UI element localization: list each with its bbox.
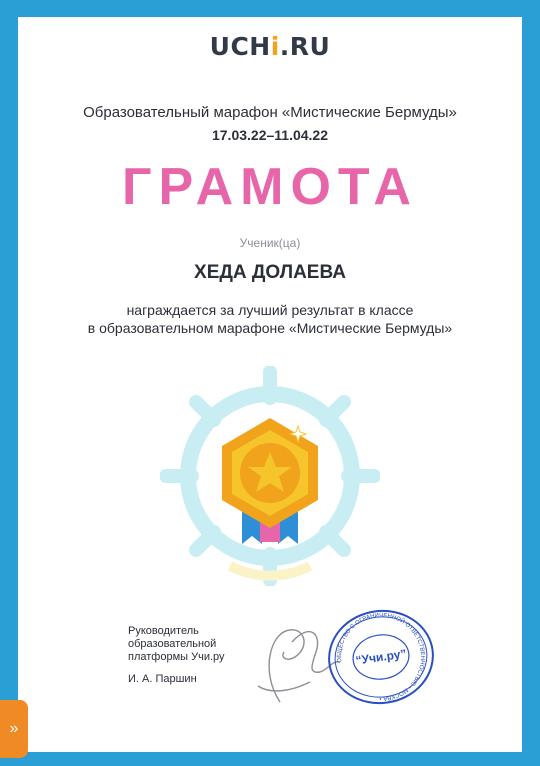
marathon-title: Образовательный марафон «Мистические Бермуды» <box>83 104 457 121</box>
marathon-dates: 17.03.22–11.04.22 <box>211 127 328 143</box>
student-name: ХЕДА ДОЛАЕВА <box>194 262 346 283</box>
side-expand-tab[interactable] <box>0 700 28 758</box>
award-text-line-1: награждается за лучший результат в классе <box>126 302 414 318</box>
double-chevron-right-icon: » <box>9 720 19 737</box>
uchi-ru-logo: UCHi.RU <box>209 32 331 61</box>
signatory-role: Руководитель образовательной платформы Учи.ру <box>128 625 225 663</box>
signatory-name: И. А. Паршин <box>128 673 197 685</box>
ship-wheel-medal-emblem <box>160 366 380 586</box>
svg-text:ОБЩЕСТВО С ОГРАНИЧЕННОЙ ОТВЕТС: ОБЩЕСТВО С ОГРАНИЧЕННОЙ ОТВЕТСТВЕННОСТЬЮ • МОСКВА • <box>336 612 426 702</box>
student-label: Ученик(ца) <box>239 236 301 250</box>
official-stamp <box>318 608 444 706</box>
award-text-line-2: в образовательном марафоне «Мистические Бермуды» <box>87 320 453 336</box>
svg-text:“Учи.ру”: “Учи.ру” <box>354 646 408 668</box>
certificate-title: ГРАМОТА <box>122 158 418 216</box>
